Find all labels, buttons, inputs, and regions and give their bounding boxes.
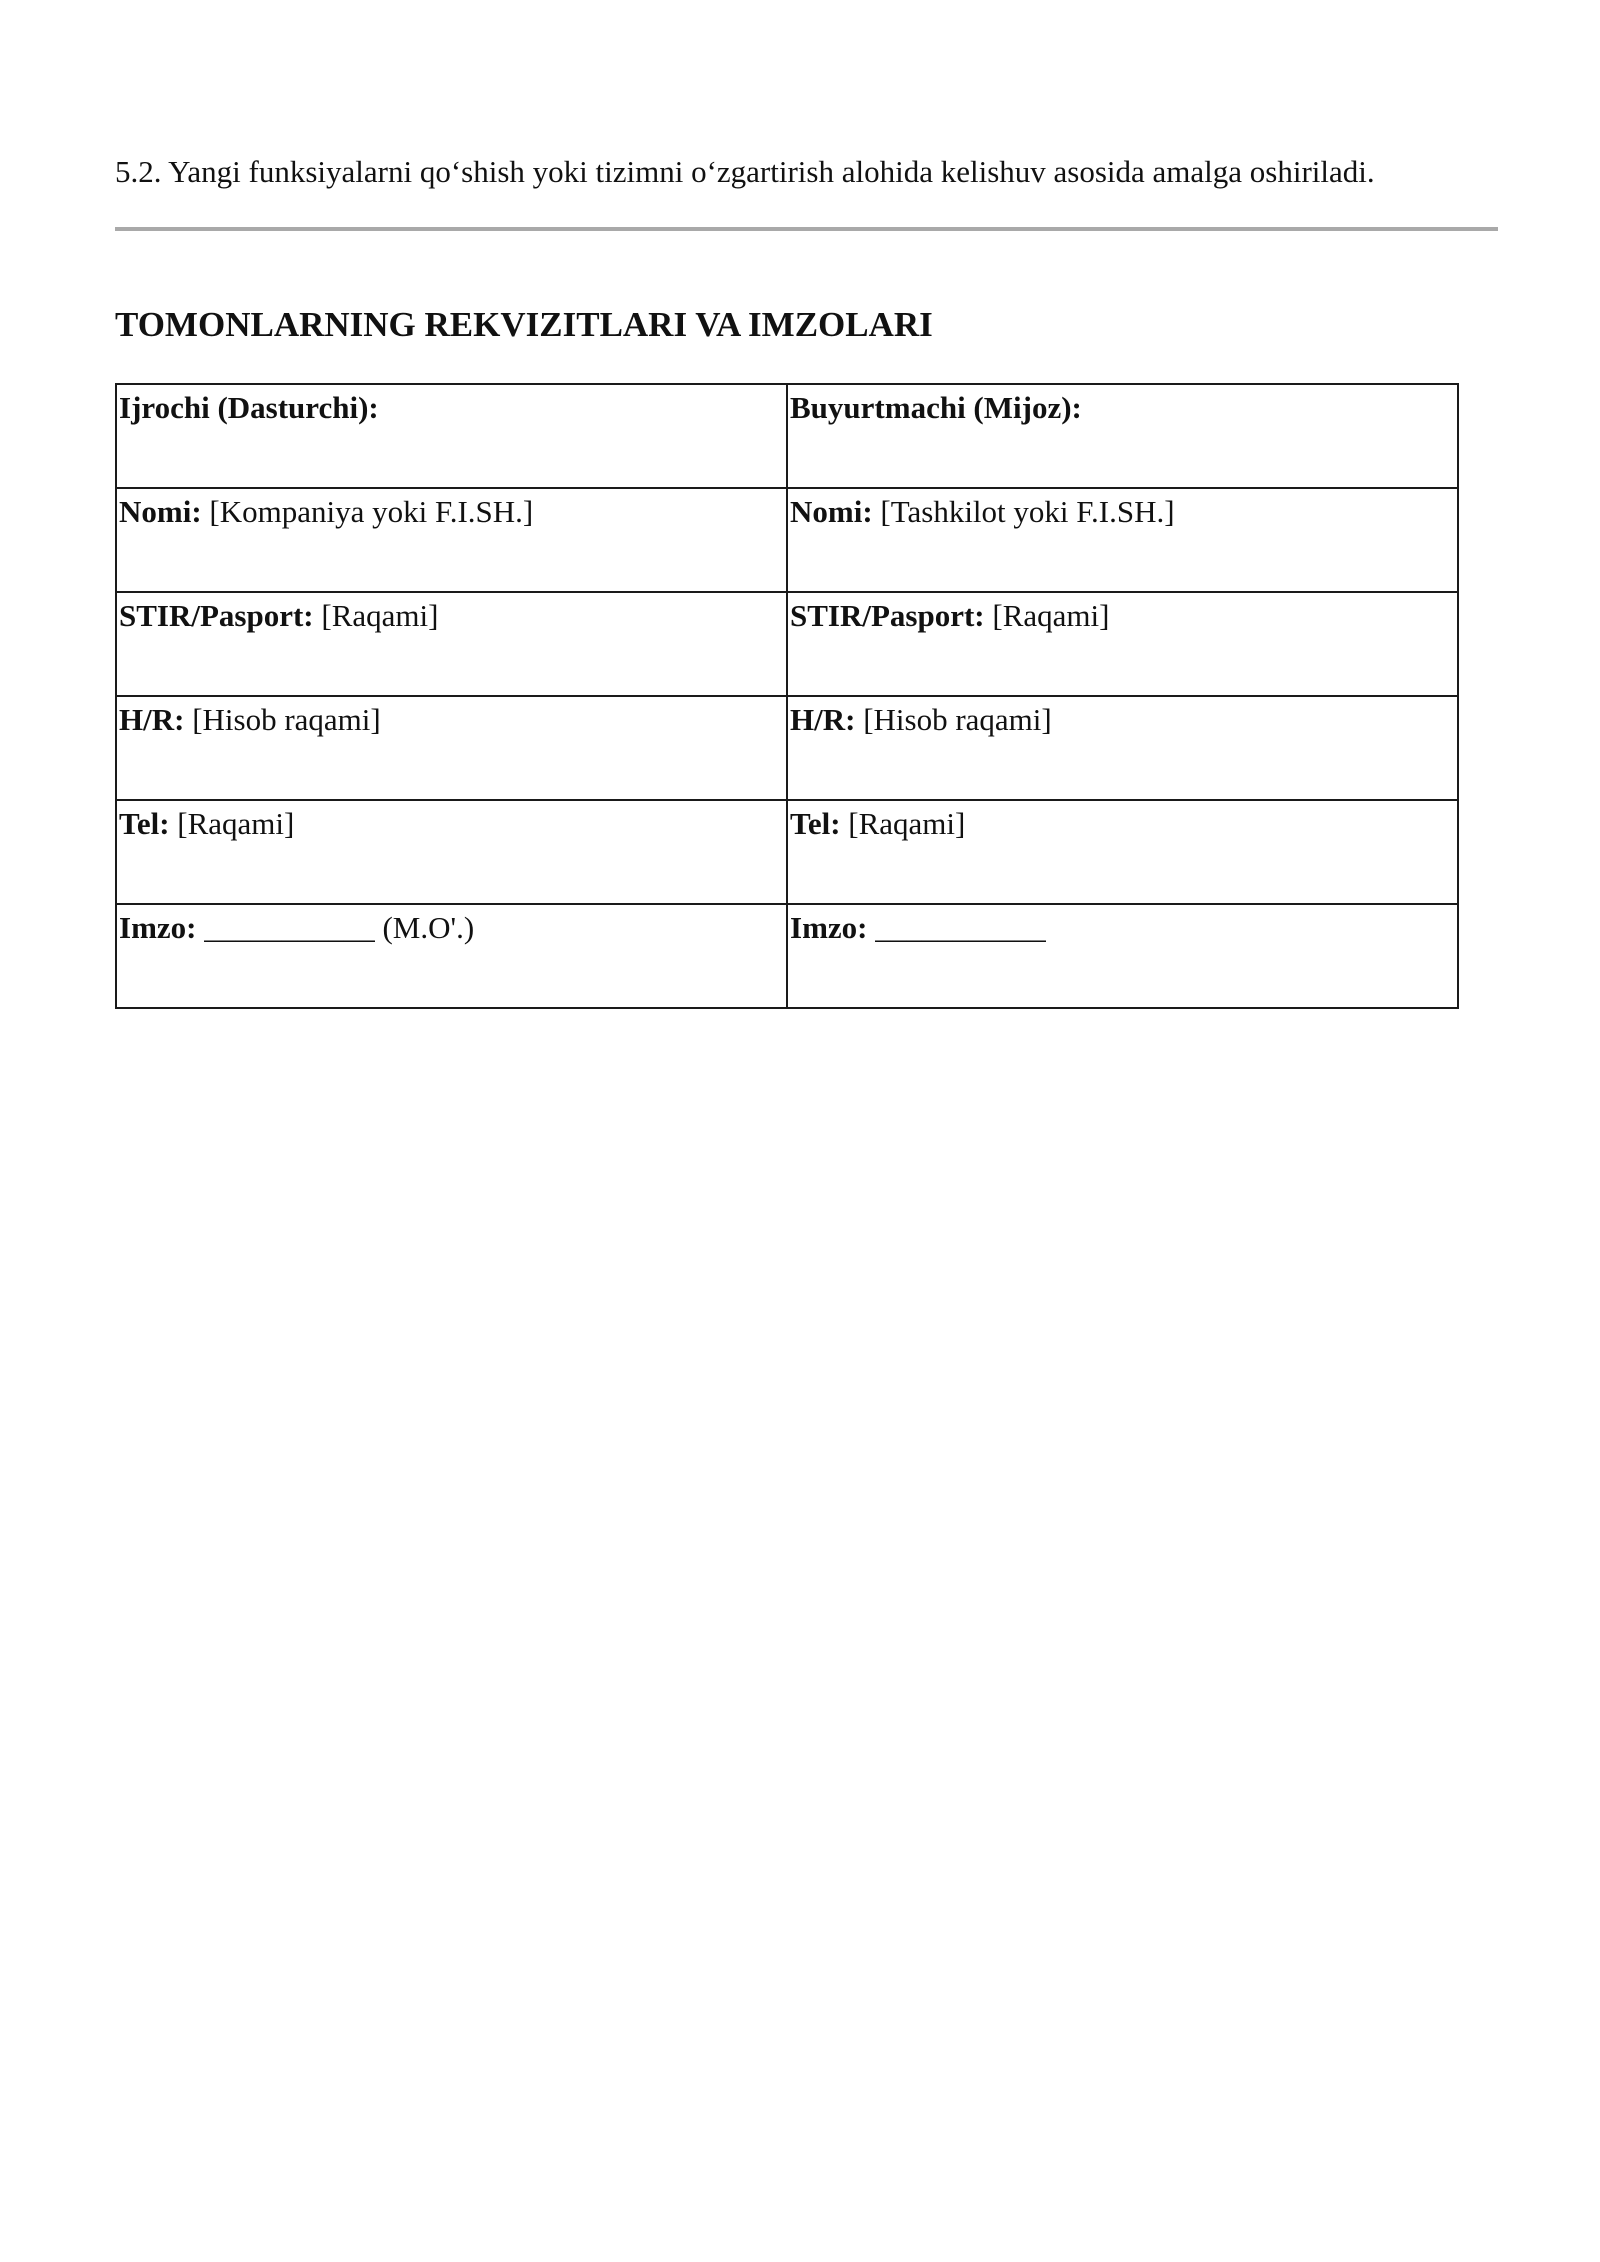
customer-tin-value: [Raqami] [984, 598, 1110, 633]
executor-phone-value: [Raqami] [169, 806, 295, 841]
executor-phone-cell [116, 800, 787, 904]
executor-tin-cell [116, 592, 787, 696]
table-row-tin [116, 592, 1458, 696]
section-title: TOMONLARNING REKVIZITLARI VA IMZOLARI [115, 305, 933, 344]
table-row-name [116, 488, 1458, 592]
executor-account-value: [Hisob raqami] [184, 702, 381, 737]
horizontal-divider [115, 227, 1498, 231]
executor-signature-value: ___________ (M.O'.) [196, 910, 475, 945]
customer-phone-label: Tel: [790, 806, 841, 841]
table-row-signature [116, 904, 1458, 1008]
executor-account-cell [116, 696, 787, 800]
customer-account-value: [Hisob raqami] [855, 702, 1052, 737]
customer-name-value: [Tashkilot yoki F.I.SH.] [872, 494, 1175, 529]
customer-phone-value: [Raqami] [840, 806, 966, 841]
requisites-table [115, 383, 1459, 1009]
executor-phone-label: Tel: [119, 806, 170, 841]
customer-signature-label: Imzo: [790, 910, 868, 945]
customer-tin-cell [787, 592, 1458, 696]
table-row-account [116, 696, 1458, 800]
executor-name-value: [Kompaniya yoki F.I.SH.] [201, 494, 534, 529]
table-row-header [116, 384, 1458, 488]
customer-name-label: Nomi: [790, 494, 873, 529]
executor-name-cell [116, 488, 787, 592]
table-row-phone [116, 800, 1458, 904]
customer-account-cell [787, 696, 1458, 800]
customer-account-label: H/R: [790, 702, 856, 737]
executor-header-cell [116, 384, 787, 488]
customer-header: Buyurtmachi (Mijoz): [790, 390, 1082, 425]
executor-tin-value: [Raqami] [313, 598, 439, 633]
executor-signature-label: Imzo: [119, 910, 197, 945]
customer-signature-cell [787, 904, 1458, 1008]
customer-name-cell [787, 488, 1458, 592]
clause-5-2: 5.2. Yangi funksiyalarni qo‘shish yoki tizimni o‘zgartirish alohida kelishuv asosida amalga oshiriladi. [115, 154, 1375, 189]
executor-account-label: H/R: [119, 702, 185, 737]
executor-header: Ijrochi (Dasturchi): [119, 390, 379, 425]
customer-tin-label: STIR/Pasport: [790, 598, 985, 633]
customer-header-cell [787, 384, 1458, 488]
customer-phone-cell [787, 800, 1458, 904]
customer-signature-value: ___________ [867, 910, 1046, 945]
executor-tin-label: STIR/Pasport: [119, 598, 314, 633]
executor-name-label: Nomi: [119, 494, 202, 529]
executor-signature-cell [116, 904, 787, 1008]
